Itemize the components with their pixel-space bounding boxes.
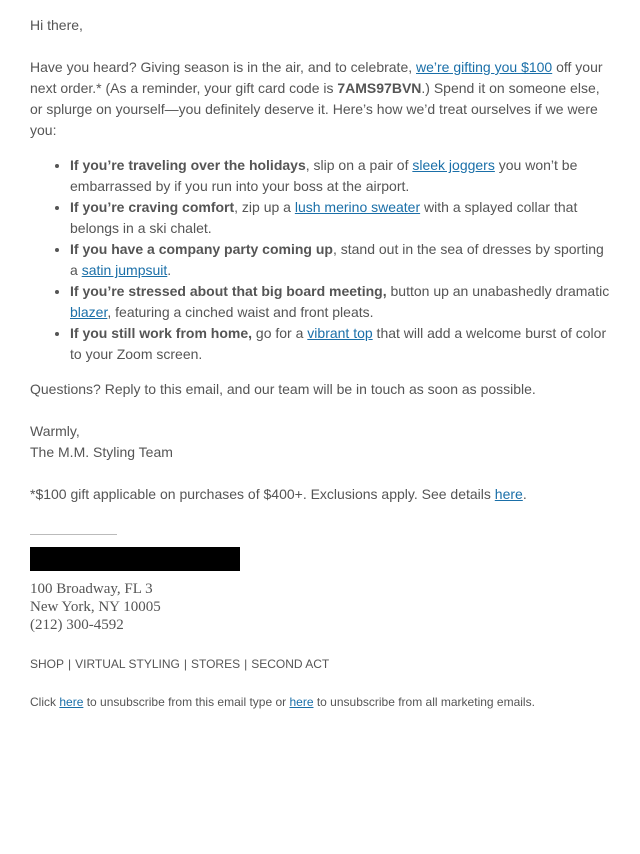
blazer-link[interactable]: blazer [70,304,108,320]
intro-text-3: .) Spend it on someone else, or splurge on yourself—you definitely deserve it. Here’s how we’d treat ourselves if we were you: [30,80,600,138]
separator: | [244,657,248,671]
joggers-link[interactable]: sleek joggers [412,157,495,173]
unsubscribe-text-3: to unsubscribe from all marketing emails. [313,695,535,709]
tip-heading: If you’re craving comfort [70,199,235,215]
intro-paragraph [30,57,612,141]
greeting: Hi there, [30,17,83,33]
address-block [30,580,161,634]
footer-link-virtual-styling[interactable]: VIRTUAL STYLING [75,657,180,671]
intro-text-2: off your next order.* (As a reminder, your gift card code is [30,59,603,96]
list-item [70,197,612,239]
tip-text: , slip on a pair of [305,157,413,173]
list-item [70,281,612,323]
gift-offer-link[interactable]: we’re gifting you $100 [416,59,553,75]
tip-text: you won’t be embarrassed by if you run into your boss at the airport. [70,157,578,194]
gift-card-code: 7AMS97BVN [337,80,422,96]
footer-link-shop[interactable]: SHOP [30,657,65,671]
divider [30,534,117,535]
tip-text: with a splayed collar that belongs in a ski chalet. [70,199,578,236]
tip-text: button up an unabashedly dramatic [386,283,610,299]
tip-heading: If you’re traveling over the holidays [70,157,306,173]
sweater-link[interactable]: lush merino sweater [294,199,421,215]
separator: | [68,657,72,671]
team-name: The M.M. Styling Team [30,444,173,460]
intro-text-1: Have you heard? Giving season is in the air, and to celebrate, [30,59,417,75]
redacted-block [30,547,240,571]
footnote [30,484,527,505]
phone-number: (212) 300-4592 [30,617,124,633]
jumpsuit-link[interactable]: satin jumpsuit [81,262,168,278]
list-item [70,239,612,281]
footer-link-stores[interactable]: STORES [190,657,241,671]
footer-nav [30,656,329,672]
tip-heading: If you still work from home, [70,325,253,341]
tip-heading: If you have a company party coming up [70,241,333,257]
tip-text: , zip up a [234,199,295,215]
unsubscribe-all-link[interactable]: here [289,695,314,709]
unsubscribe-text-2: to unsubscribe from this email type or [83,695,290,709]
footnote-end: . [522,486,527,502]
address-city: New York, NY 10005 [30,599,161,615]
questions-text: Questions? Reply to this email, and our team will be in touch as soon as possible. [30,381,536,397]
tip-text: , featuring a cinched waist and front pleats. [107,304,374,320]
address-line: 100 Broadway, FL 3 [30,581,153,597]
signoff [30,421,173,463]
unsubscribe-type-link[interactable]: here [59,695,84,709]
tip-text: . [167,262,172,278]
tip-text: that will add a welcome burst of color to your Zoom screen. [70,325,607,362]
footnote-text: *$100 gift applicable on purchases of $400+. Exclusions apply. See details [30,486,495,502]
list-item [70,155,612,197]
unsubscribe-text-1: Click [30,695,60,709]
details-link[interactable]: here [494,486,523,502]
list-item [70,323,612,365]
tip-heading: If you’re stressed about that big board meeting, [70,283,387,299]
tip-text: , stand out in the sea of dresses by sporting a [70,241,604,278]
separator: | [183,657,187,671]
tips-list [30,155,612,365]
tip-text: go for a [252,325,308,341]
signoff-line: Warmly, [30,423,80,439]
footer-link-second-act[interactable]: SECOND ACT [251,657,330,671]
unsubscribe-text [30,694,535,710]
vibrant-top-link[interactable]: vibrant top [307,325,373,341]
